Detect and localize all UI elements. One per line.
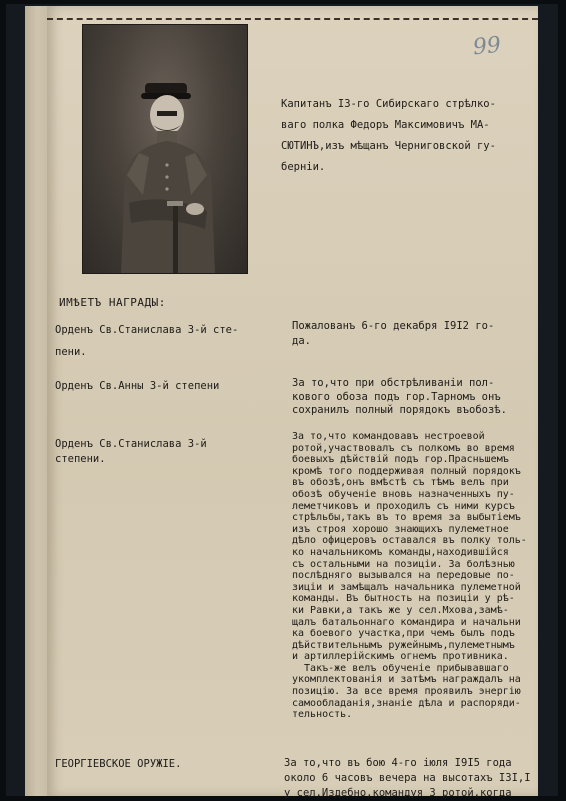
award-title: Орденъ Св.Станислава 3-й степени. bbox=[55, 438, 207, 465]
award-description: За то,что командовавъ нестроевой ротой,участвовалъ съ полкомъ во время боевыхъ дѣйствій подъ гор.Прасньшемъ кромѣ того поддерживая полный порядокъ въ обозѣ,онъ вмѣстѣ съ тѣмъ велъ при обозѣ обученіе вновь назначенныхъ пу- леметчиковъ и проходилъ съ ними курсъ стрѣльбы,такъ въ то время за выбытіемъ изъ строя хорошо знающихъ пулеметное дѣло офицеровъ оставался въ полку толь- ко начальникомъ команды,находившійся съ остальными на позиціи. За болѣзнью послѣдняго вызывался на передовые по- зиціи и замѣщалъ начальника пулеметной команды. Въ бытность на позиціи у рѣ- ки Равки,а такъ же у сел.Мхова,замѣ- щалъ батальоннаго командира и начальни ка боевого участка,при чемъ былъ подъ дѣйствительнымъ ружейнымъ,пулеметнымъ и артиллерійскимъ огнемъ противника. Такъ-же велъ обученіе прибывавшаго укомплектованія и затѣмъ награждалъ на позицію. За все время проявилъ энергію самообладанія,знаніе дѣла и распоряди- тельность. bbox=[292, 431, 527, 721]
awards-heading: ИМѢЕТЪ НАГРАДЫ: bbox=[59, 296, 166, 309]
officer-caption: Капитанъ I3-го Сибирскаго стрѣлко- ваго полка Федоръ Максимовичъ МА- СЮТИНЪ,изъ мѣщанъ Черниговской гу- берніи. bbox=[281, 98, 496, 173]
officer-portrait-icon bbox=[83, 25, 247, 273]
portrait-photo bbox=[82, 24, 248, 274]
document-page bbox=[47, 6, 538, 799]
award-title: ГЕОРГІЕВСКОЕ ОРУЖІЕ. bbox=[55, 758, 182, 770]
award-description: За то,что въ бою 4-го іюля I9I5 года около 6 часовъ вечера на высотахъ I3I,I у сел.Издебно,командуя 3 ротой,когда bbox=[284, 757, 531, 799]
award-title: Орденъ Св.Анны 3-й степени bbox=[55, 380, 220, 392]
award-description: Пожалованъ 6-го декабря I9I2 го- да. bbox=[292, 320, 495, 347]
page-number: 99 bbox=[471, 32, 503, 61]
award-description: За то,что при обстрѣливаніи пол- кового обоза подъ гор.Тарномъ онъ сохранилъ полный порядокъ въобозѣ. bbox=[292, 377, 507, 416]
award-title: Орденъ Св.Станислава 3-й сте- пени. bbox=[55, 324, 239, 358]
top-dashed-rule bbox=[47, 18, 538, 20]
